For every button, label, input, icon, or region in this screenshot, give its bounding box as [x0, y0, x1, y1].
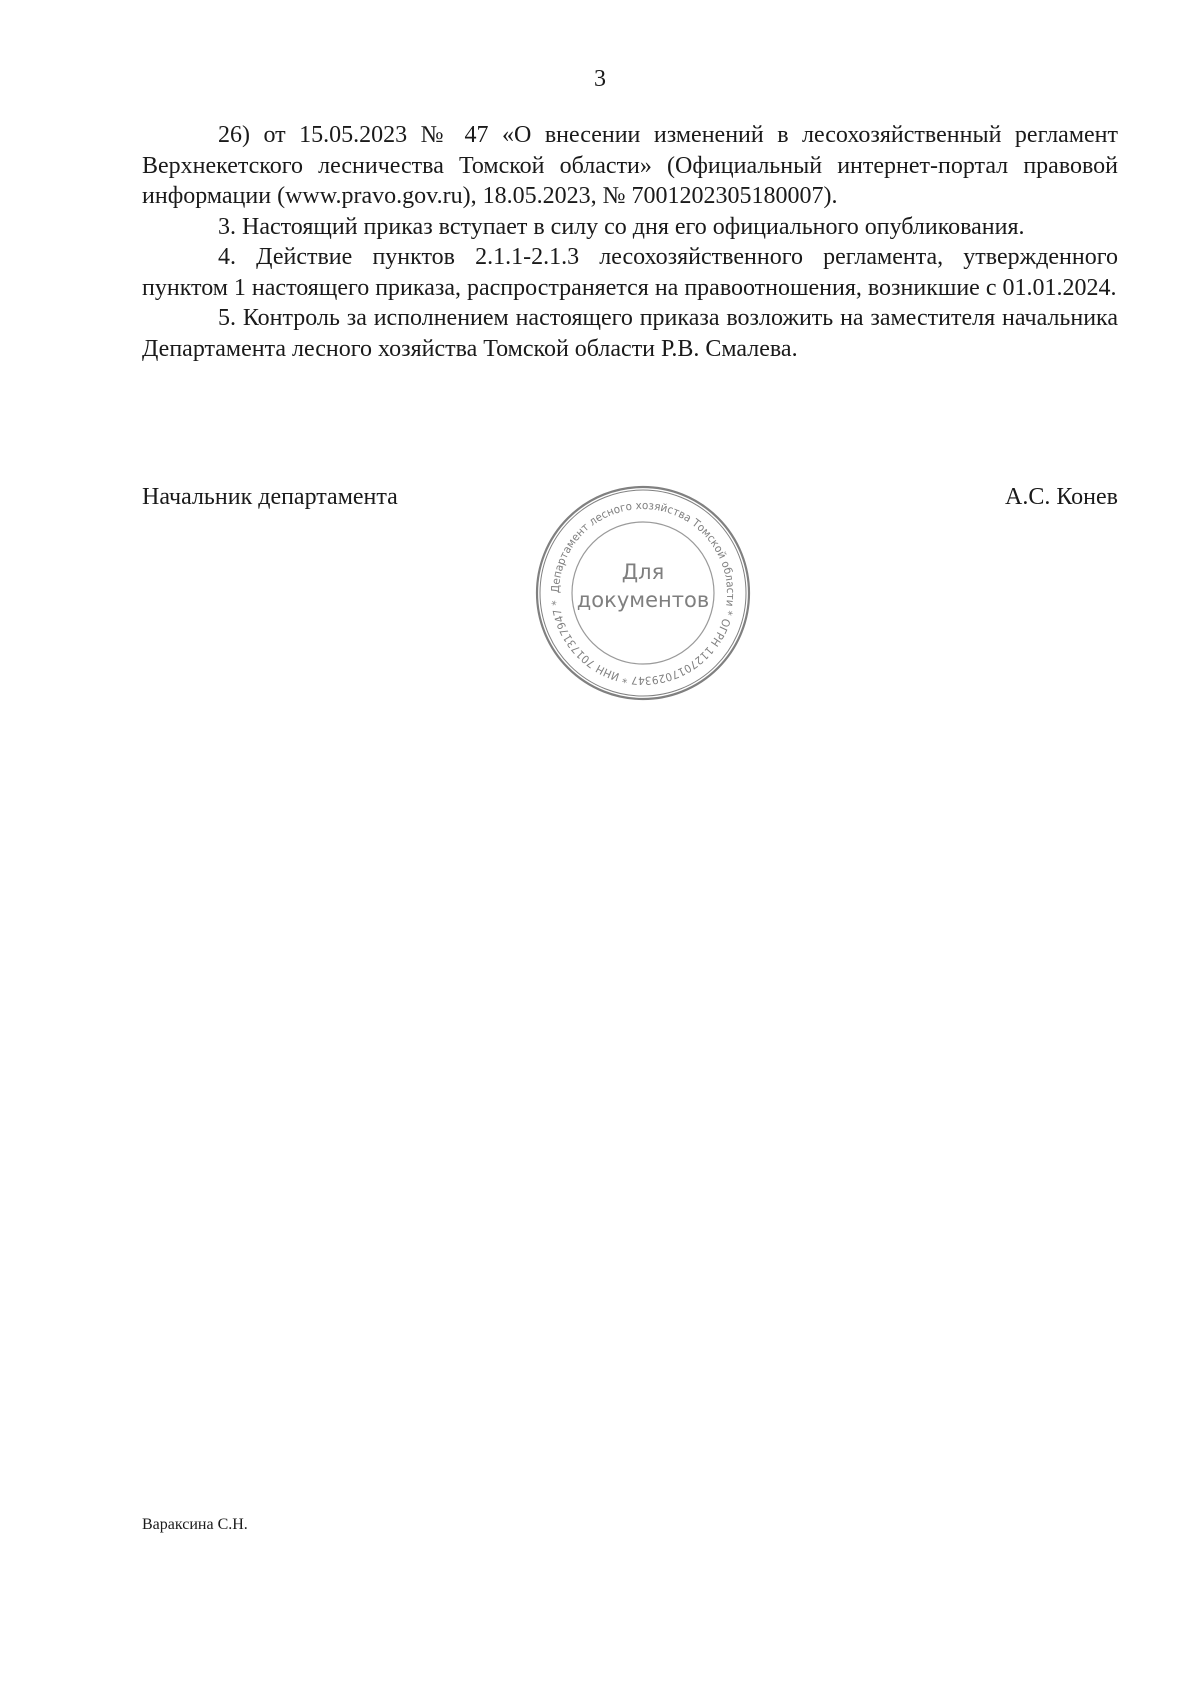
paragraph-item-5: 5. Контроль за исполнением настоящего приказа возложить на заместителя начальника Департамента лесного хозяйства Томской области Р.В. Смалева.	[142, 305, 1118, 362]
stamp-center-line-1: Для	[621, 560, 665, 584]
signatory-name: А.С. Конев	[1005, 484, 1118, 510]
stamp-center-line-2: документов	[576, 588, 710, 612]
paragraph-item-4: 4. Действие пунктов 2.1.1-2.1.3 лесохозяйственного регламента, утвержденного пунктом 1 настоящего приказа, распространяется на правоотношения, возникшие с 01.01.2024.	[142, 244, 1118, 301]
executor-name: Вараксина С.Н.	[142, 1516, 248, 1533]
paragraph-item-26: 26) от 15.05.2023 № 47 «О внесении изменений в лесохозяйственный регламент Верхнекетского лесничества Томской области» (Официальный интернет-портал правовой информации (www.pravo.gov.ru), 18.05.2023, № 7001202305180007).	[142, 122, 1118, 209]
stamp-center-text	[532, 558, 754, 614]
official-stamp	[532, 482, 754, 704]
signatory-title: Начальник департамента	[142, 484, 398, 510]
stamp-ring-text: Департамент лесного хозяйства Томской области * ОГРН 1127017029347 * ИНН 7017317947 *	[548, 498, 738, 688]
page-number: 3	[594, 66, 606, 92]
paragraph-item-3: 3. Настоящий приказ вступает в силу со дня его официального опубликования.	[218, 213, 1025, 240]
document-body	[142, 120, 1118, 364]
